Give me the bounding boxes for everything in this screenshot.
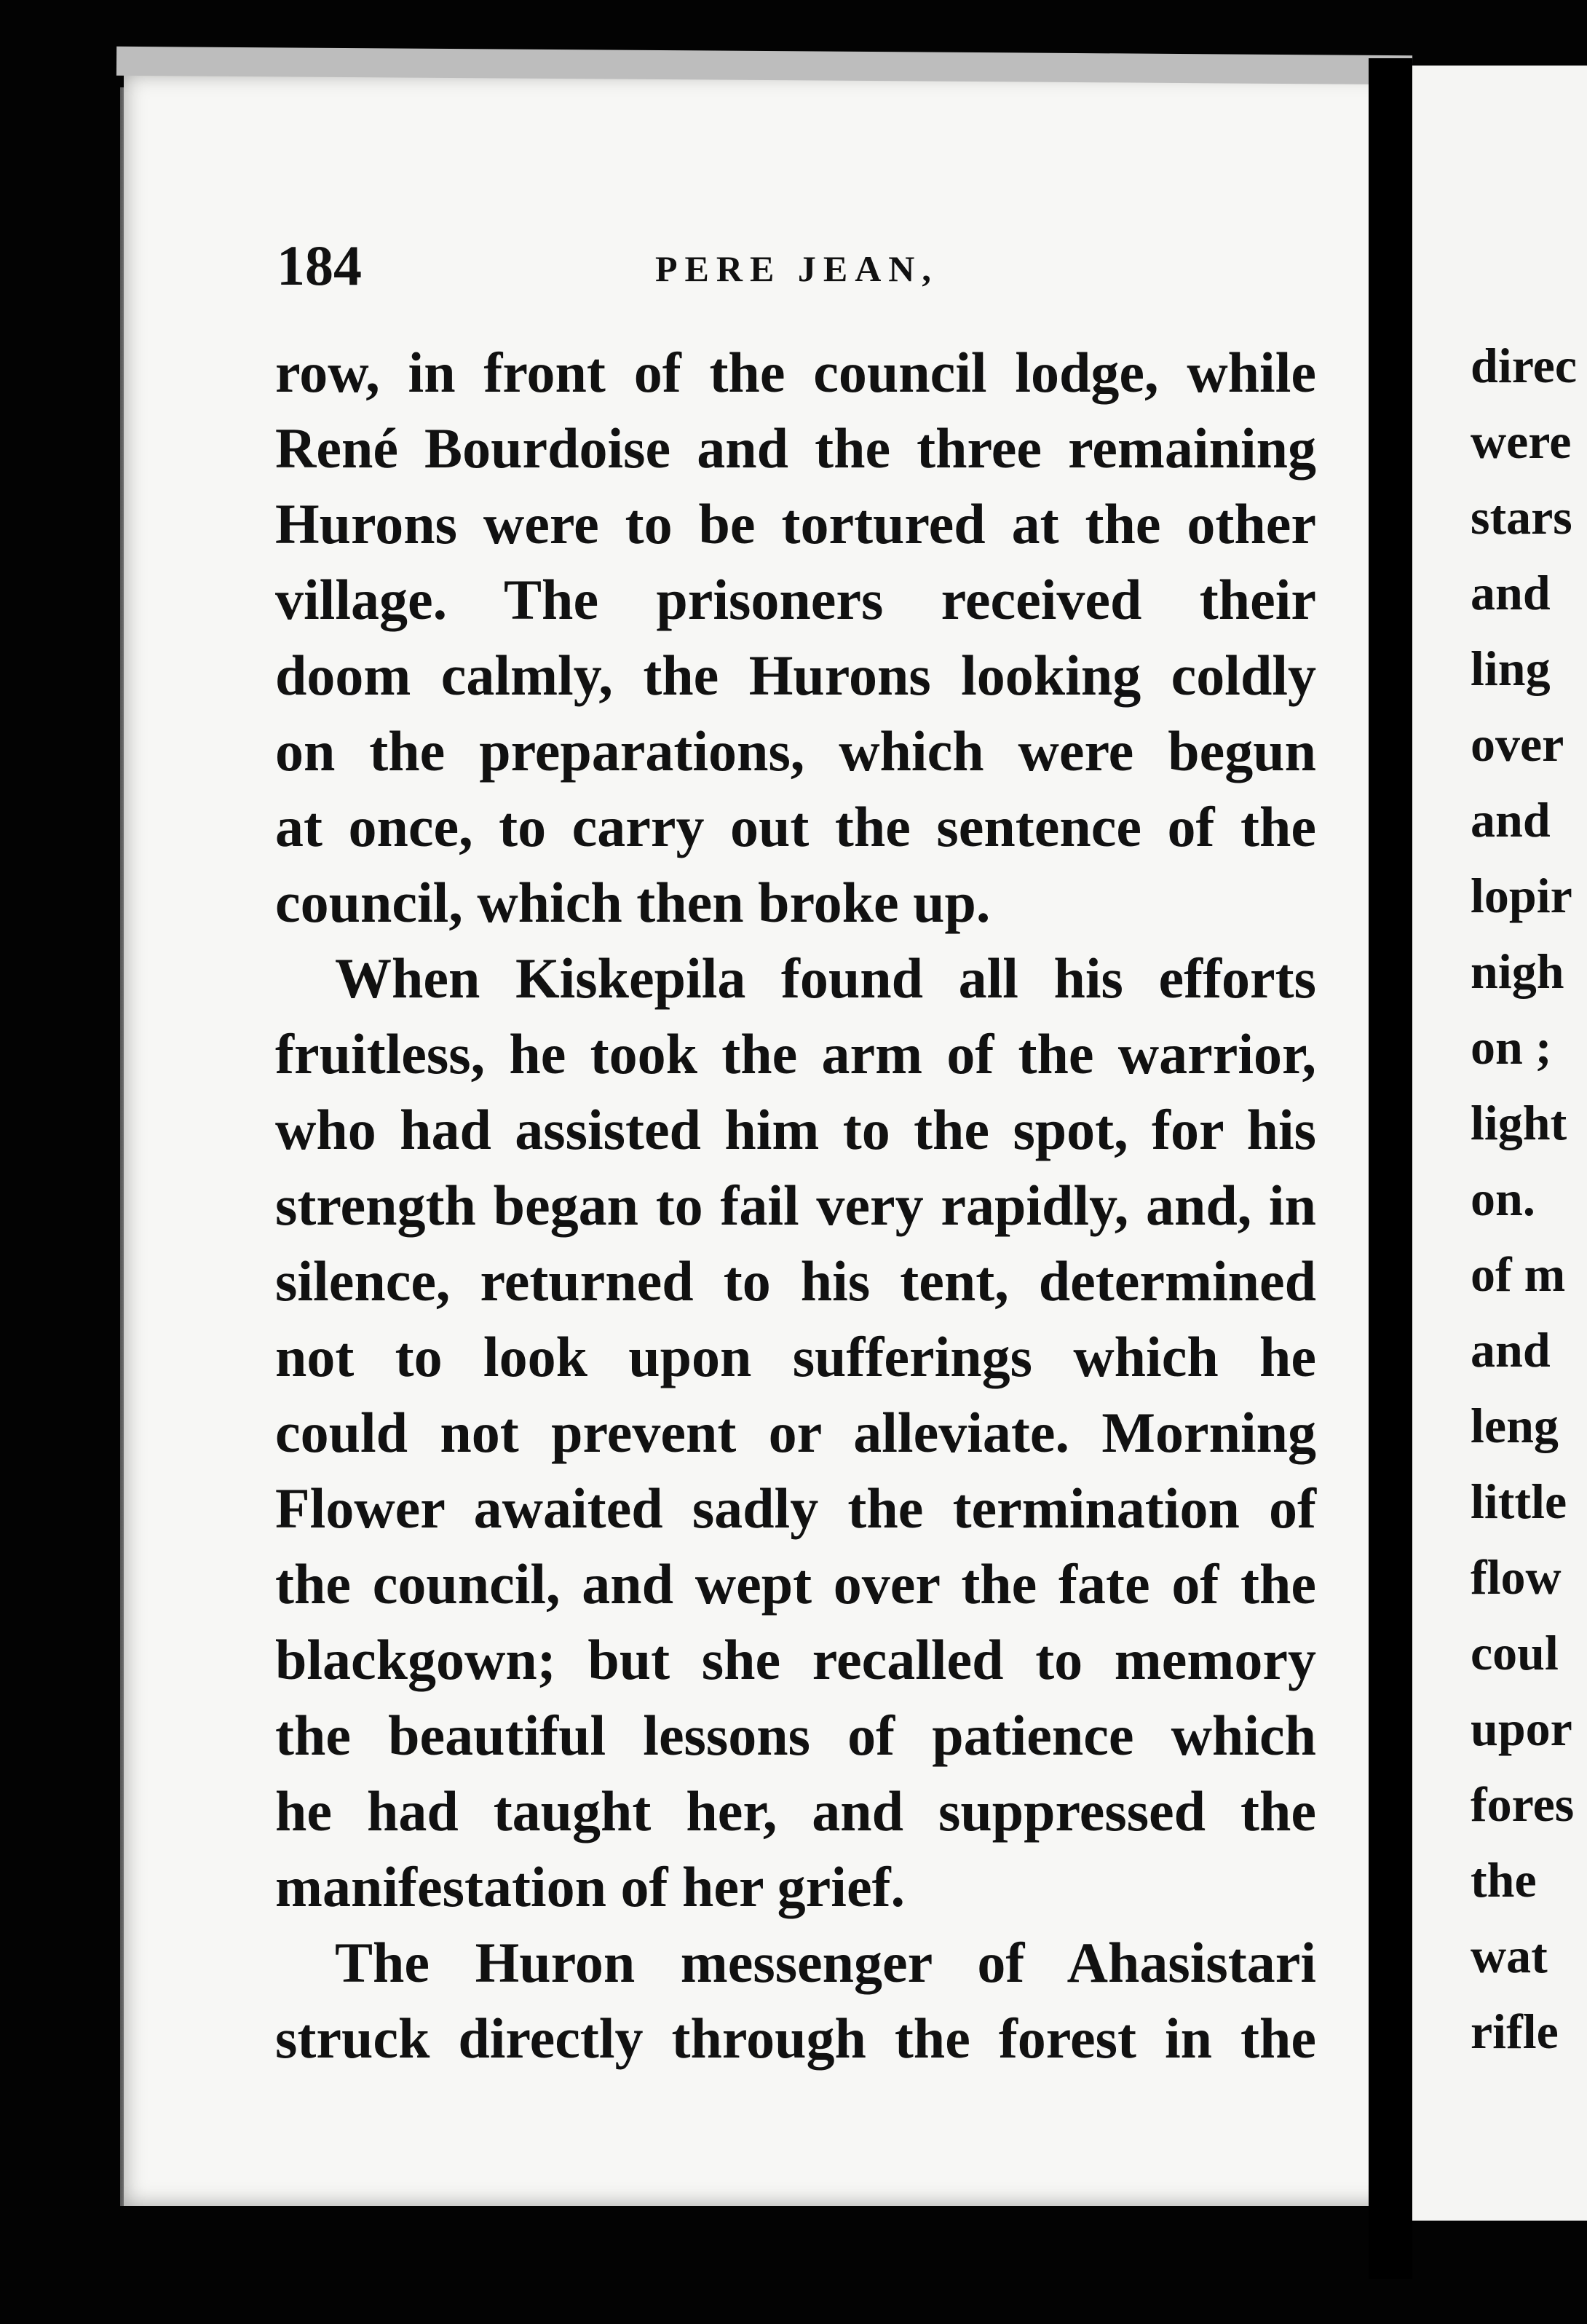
text-line: on the preparations, which were begun <box>275 719 1316 783</box>
text-line: not to look upon sufferings which he <box>275 1325 1316 1388</box>
facing-line: lopir <box>1471 868 1572 923</box>
text-line: silence, returned to his tent, determined <box>275 1249 1316 1313</box>
text-line: struck directly through the forest in the <box>275 2007 1316 2070</box>
text-line: René Bourdoise and the three remaining <box>275 416 1316 480</box>
facing-line: were <box>1471 414 1572 469</box>
facing-line: direc <box>1471 338 1578 393</box>
text-line: who had assisted him to the spot, for his <box>275 1098 1316 1161</box>
body-text <box>275 335 1316 2076</box>
text-line: fruitless, he took the arm of the warrior, <box>275 1022 1316 1086</box>
facing-line: on ; <box>1471 1019 1552 1075</box>
facing-line: fores <box>1471 1776 1575 1832</box>
text-line: council, which then broke up. <box>275 871 991 934</box>
facing-line: ling <box>1471 641 1551 696</box>
facing-line: upor <box>1471 1701 1572 1756</box>
facing-line: flow <box>1471 1549 1562 1605</box>
text-line: village. The prisoners received their <box>275 568 1316 631</box>
text-line: Hurons were to be tortured at the other <box>275 492 1316 556</box>
facing-line: little <box>1471 1474 1567 1529</box>
facing-line: coul <box>1471 1625 1559 1680</box>
facing-line: nigh <box>1471 944 1564 999</box>
text-line: row, in front of the council lodge, while <box>275 341 1316 404</box>
text-line: the council, and wept over the fate of the <box>275 1552 1316 1616</box>
facing-line: leng <box>1471 1398 1559 1453</box>
facing-line: the <box>1471 1852 1537 1908</box>
text-line: manifestation of her grief. <box>275 1855 906 1918</box>
facing-line: over <box>1471 716 1564 772</box>
facing-line: on. <box>1471 1171 1535 1226</box>
text-line: Flower awaited sadly the termination of <box>275 1477 1316 1540</box>
text-line: doom calmly, the Hurons looking coldly <box>275 644 1316 707</box>
text-line: When Kiskepila found all his efforts <box>335 946 1316 1010</box>
page-header <box>277 233 1310 297</box>
page-number: 184 <box>277 234 362 297</box>
running-title: PERE JEAN, <box>655 248 938 289</box>
facing-line: and <box>1471 1322 1551 1378</box>
facing-line: light <box>1471 1095 1567 1150</box>
facing-line: wat <box>1471 1928 1548 1983</box>
text-line: strength began to fail very rapidly, and, in <box>275 1174 1316 1237</box>
text-line: at once, to carry out the sentence of the <box>275 795 1316 858</box>
text-line: The Huron messenger of Ahasistari <box>335 1931 1316 1994</box>
text-line: the beautiful lessons of patience which <box>275 1704 1316 1767</box>
facing-line: of m <box>1471 1246 1566 1302</box>
facing-page-text <box>1471 328 1587 2069</box>
facing-line: and <box>1471 565 1551 620</box>
text-line: he had taught her, and suppressed the <box>275 1779 1316 1843</box>
facing-line: rifle <box>1471 2004 1559 2059</box>
facing-line: and <box>1471 792 1551 847</box>
book-gutter <box>1369 58 1412 2279</box>
facing-line: stars <box>1471 489 1572 545</box>
text-line: blackgown; but she recalled to memory <box>275 1628 1316 1691</box>
text-line: could not prevent or alleviate. Morning <box>275 1401 1316 1464</box>
